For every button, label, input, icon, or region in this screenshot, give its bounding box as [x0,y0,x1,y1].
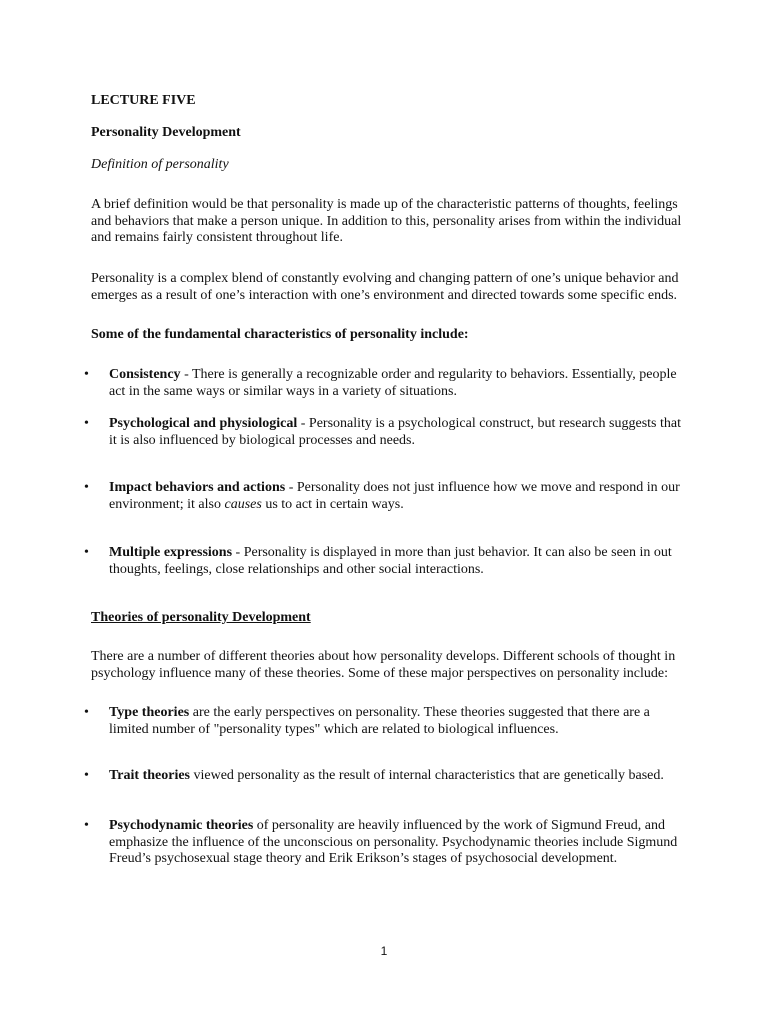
term: Type theories [109,705,190,720]
list-item-consistency [109,367,691,400]
definition-paragraph: A brief definition would be that personality is made up of the characteristic patterns of thoughts, feelings and behaviors that make a person unique. In addition to this, personality arises from within the individual and remains fairly consistent throughout life. [91,197,682,245]
description-end: us to act in certain ways. [261,496,404,512]
term: Consistency [109,367,181,382]
definition-heading: Definition of personality [91,157,229,172]
term: Trait theories [109,768,190,783]
term: Impact behaviors and actions [109,480,286,495]
list-item-multiple-expressions [109,545,691,578]
bullet-dot: • [84,416,89,431]
term: Multiple expressions [109,545,233,560]
term: Psychodynamic theories [109,818,254,833]
characteristics-heading: Some of the fundamental characteristics of personality include: [91,327,469,342]
description: - Personality does not just influence how we move and respond in our environment; it also [109,480,680,512]
emphasis: causes [224,496,262,512]
list-item-trait-theories [109,768,691,785]
section-title: Personality Development [91,125,241,140]
list-item-impact [109,480,691,513]
complex-blend-paragraph: Personality is a complex blend of constantly evolving and changing pattern of one’s unique behavior and emerges as a result of one’s interaction with one’s environment and directed towards some specific ends. [91,271,679,303]
bullet-dot: • [84,545,89,560]
list-item-psychological [109,416,691,449]
bullet-dot: • [84,768,89,783]
term: Psychological and physiological [109,416,298,431]
bullet-dot: • [84,818,89,833]
theories-intro-paragraph: There are a number of different theories about how personality develops. Different schools of thought in psychology influence many of these theories. Some of these major perspectives on personality include: [91,649,676,681]
page-number: 1 [380,944,388,958]
list-item-type-theories [109,705,691,738]
bullet-dot: • [84,480,89,495]
bullet-dot: • [84,367,89,382]
theories-heading: Theories of personality Development [91,610,311,625]
description: - Personality is a psychological construct, but research suggests that it is also influenced by biological processes and needs. [109,416,681,448]
description: are the early perspectives on personality. These theories suggested that there are a limited number of "personality types" which are related to biological influences. [109,705,650,737]
description: viewed personality as the result of internal characteristics that are genetically based. [190,768,664,783]
bullet-dot: • [84,705,89,720]
list-item-psychodynamic-theories [109,818,691,868]
description: - There is generally a recognizable order and regularity to behaviors. Essentially, people act in the same ways or similar ways in a variety of situations. [109,367,677,399]
description: of personality are heavily influenced by the work of Sigmund Freud, and emphasize the influence of the unconscious on personality. Psychodynamic theories include Sigmund Freud’s psychosexual stage theory and Erik Erikson’s stages of psychosocial development. [109,818,678,866]
lecture-title: LECTURE FIVE [91,93,196,108]
description: - Personality is displayed in more than just behavior. It can also be seen in out thoughts, feelings, close relationships and other social interactions. [109,545,672,577]
